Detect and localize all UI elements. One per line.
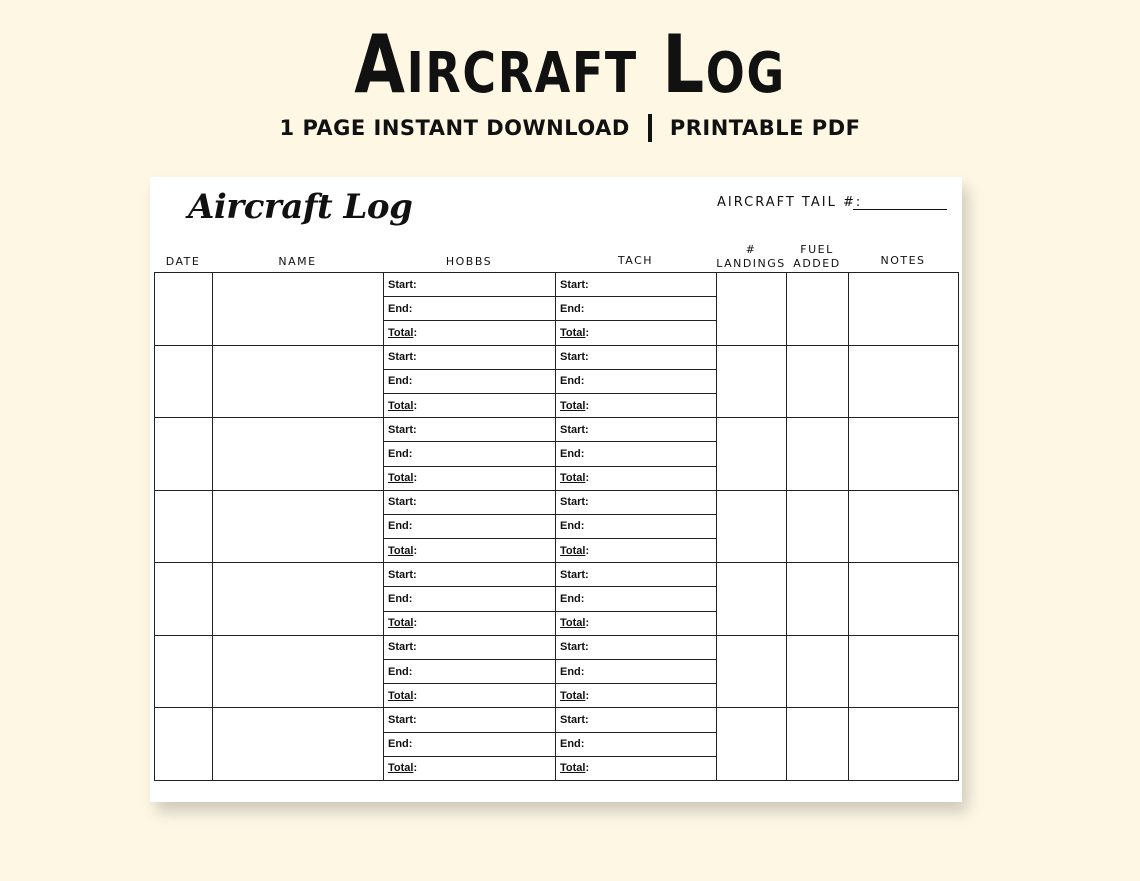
hobbs-start-cell[interactable]: [384, 490, 556, 514]
tach-end-cell[interactable]: [556, 297, 717, 321]
notes-cell[interactable]: [849, 345, 959, 418]
tach-total-colon: :: [585, 399, 590, 412]
hobbs-start-cell[interactable]: [384, 418, 556, 442]
notes-cell[interactable]: [849, 563, 959, 636]
tach-start-label: Start:: [560, 713, 589, 726]
log-entry-row: [155, 273, 959, 297]
tach-total-cell[interactable]: [556, 466, 717, 490]
log-entry-row: [155, 635, 959, 659]
hobbs-total-cell[interactable]: [384, 756, 556, 780]
name-cell[interactable]: [213, 273, 384, 346]
tach-end-cell[interactable]: [556, 587, 717, 611]
column-header-notes: NOTES: [880, 254, 926, 267]
hobbs-start-label: Start:: [388, 496, 417, 509]
name-cell[interactable]: [213, 418, 384, 491]
hobbs-total-cell[interactable]: [384, 466, 556, 490]
tach-total-label: Total: [560, 762, 586, 775]
notes-cell[interactable]: [849, 708, 959, 781]
banner-title: Aircraft Log: [354, 18, 786, 111]
hobbs-end-label: End:: [388, 520, 413, 533]
hobbs-end-cell[interactable]: [384, 587, 556, 611]
fuel-added-cell[interactable]: [787, 418, 849, 491]
tach-end-cell[interactable]: [556, 660, 717, 684]
tach-end-cell[interactable]: [556, 369, 717, 393]
date-cell[interactable]: [155, 490, 213, 563]
hobbs-start-cell[interactable]: [384, 708, 556, 732]
hobbs-total-label: Total: [388, 472, 414, 485]
tach-total-label: Total: [560, 689, 586, 702]
banner-subtitle: [0, 114, 1140, 142]
landings-cell[interactable]: [717, 708, 787, 781]
tach-total-label: Total: [560, 544, 586, 557]
log-entry-row: [155, 418, 959, 442]
fuel-added-cell[interactable]: [787, 708, 849, 781]
hobbs-total-cell[interactable]: [384, 393, 556, 417]
name-cell[interactable]: [213, 708, 384, 781]
tach-end-label: End:: [560, 738, 585, 751]
hobbs-total-colon: :: [413, 544, 418, 557]
hobbs-start-cell[interactable]: [384, 563, 556, 587]
column-header-hobbs: HOBBS: [445, 255, 493, 268]
fuel-top-label: FUEL: [800, 243, 834, 256]
log-entry-row: [155, 490, 959, 514]
fuel-added-cell[interactable]: [787, 563, 849, 636]
hobbs-start-label: Start:: [388, 423, 417, 436]
hobbs-start-cell[interactable]: [384, 273, 556, 297]
column-header-fuel: [786, 243, 848, 271]
tach-total-colon: :: [585, 689, 590, 702]
tach-start-cell[interactable]: [556, 708, 717, 732]
tach-total-label: Total: [560, 617, 586, 630]
hobbs-end-label: End:: [388, 593, 413, 606]
landings-cell[interactable]: [717, 345, 787, 418]
notes-cell[interactable]: [849, 418, 959, 491]
hobbs-end-label: End:: [388, 375, 413, 388]
sheet-title: Aircraft Log: [188, 187, 413, 227]
tach-total-colon: :: [585, 326, 590, 339]
fuel-added-cell[interactable]: [787, 490, 849, 563]
tach-start-cell[interactable]: [556, 635, 717, 659]
landings-cell[interactable]: [717, 490, 787, 563]
notes-cell[interactable]: [849, 273, 959, 346]
landings-top-label: #: [745, 243, 757, 256]
tach-end-label: End:: [560, 520, 585, 533]
tail-number-label: AIRCRAFT TAIL #:: [717, 195, 863, 210]
hobbs-start-label: Start:: [388, 278, 417, 291]
tach-end-label: End:: [560, 302, 585, 315]
tach-start-label: Start:: [560, 496, 589, 509]
name-cell[interactable]: [213, 490, 384, 563]
hobbs-start-cell[interactable]: [384, 345, 556, 369]
hobbs-end-cell[interactable]: [384, 732, 556, 756]
hobbs-total-label: Total: [388, 326, 414, 339]
tach-start-cell[interactable]: [556, 418, 717, 442]
date-cell[interactable]: [155, 708, 213, 781]
hobbs-start-label: Start:: [388, 713, 417, 726]
hobbs-total-colon: :: [413, 326, 418, 339]
tach-total-cell[interactable]: [556, 611, 717, 635]
name-cell[interactable]: [213, 635, 384, 708]
tach-total-label: Total: [560, 399, 586, 412]
tail-number-field[interactable]: [853, 209, 947, 210]
tach-end-cell[interactable]: [556, 514, 717, 538]
log-entry-row: [155, 563, 959, 587]
tach-total-label: Total: [560, 326, 586, 339]
tach-end-cell[interactable]: [556, 442, 717, 466]
hobbs-start-cell[interactable]: [384, 635, 556, 659]
hobbs-end-cell[interactable]: [384, 369, 556, 393]
landings-cell[interactable]: [717, 635, 787, 708]
fuel-added-cell[interactable]: [787, 635, 849, 708]
hobbs-start-label: Start:: [388, 641, 417, 654]
hobbs-end-label: End:: [388, 302, 413, 315]
hobbs-total-cell[interactable]: [384, 684, 556, 708]
hobbs-end-cell[interactable]: [384, 442, 556, 466]
subtitle-printable: PRINTABLE PDF: [669, 116, 861, 140]
date-cell[interactable]: [155, 273, 213, 346]
landings-bottom-label: LANDINGS: [716, 257, 786, 270]
tach-total-colon: :: [585, 762, 590, 775]
tach-start-label: Start:: [560, 641, 589, 654]
fuel-bottom-label: ADDED: [793, 257, 841, 270]
hobbs-total-colon: :: [413, 399, 418, 412]
date-cell[interactable]: [155, 345, 213, 418]
tach-total-colon: :: [585, 617, 590, 630]
hobbs-end-label: End:: [388, 738, 413, 751]
landings-cell[interactable]: [717, 563, 787, 636]
log-table: [154, 272, 959, 781]
name-cell[interactable]: [213, 345, 384, 418]
hobbs-total-label: Total: [388, 399, 414, 412]
hobbs-start-label: Start:: [388, 568, 417, 581]
log-entry-row: [155, 345, 959, 369]
tach-total-cell[interactable]: [556, 684, 717, 708]
column-header-tach: TACH: [617, 254, 654, 267]
tach-start-cell[interactable]: [556, 563, 717, 587]
hobbs-total-cell[interactable]: [384, 611, 556, 635]
tach-end-label: End:: [560, 665, 585, 678]
tach-end-cell[interactable]: [556, 732, 717, 756]
hobbs-total-label: Total: [388, 544, 414, 557]
subtitle-divider: [648, 114, 652, 142]
date-cell[interactable]: [155, 563, 213, 636]
hobbs-total-label: Total: [388, 689, 414, 702]
hobbs-end-cell[interactable]: [384, 660, 556, 684]
tach-start-cell[interactable]: [556, 273, 717, 297]
hobbs-total-colon: :: [413, 689, 418, 702]
tach-total-cell[interactable]: [556, 539, 717, 563]
hobbs-total-colon: :: [413, 762, 418, 775]
hobbs-end-cell[interactable]: [384, 514, 556, 538]
hobbs-total-colon: :: [413, 617, 418, 630]
hobbs-start-label: Start:: [388, 351, 417, 364]
tach-total-cell[interactable]: [556, 321, 717, 345]
column-header-name: NAME: [278, 255, 317, 268]
tach-total-colon: :: [585, 472, 590, 485]
date-cell[interactable]: [155, 635, 213, 708]
hobbs-total-label: Total: [388, 762, 414, 775]
tach-end-label: End:: [560, 375, 585, 388]
tach-start-label: Start:: [560, 568, 589, 581]
tach-total-cell[interactable]: [556, 393, 717, 417]
notes-cell[interactable]: [849, 490, 959, 563]
tach-total-colon: :: [585, 544, 590, 557]
name-cell[interactable]: [213, 563, 384, 636]
hobbs-total-colon: :: [413, 472, 418, 485]
tach-total-label: Total: [560, 472, 586, 485]
notes-cell[interactable]: [849, 635, 959, 708]
log-sheet: [150, 177, 962, 802]
tach-total-cell[interactable]: [556, 756, 717, 780]
date-cell[interactable]: [155, 418, 213, 491]
tach-end-label: End:: [560, 593, 585, 606]
hobbs-end-label: End:: [388, 447, 413, 460]
tach-start-label: Start:: [560, 278, 589, 291]
tach-start-label: Start:: [560, 423, 589, 436]
log-entry-row: [155, 708, 959, 732]
landings-cell[interactable]: [717, 273, 787, 346]
hobbs-total-cell[interactable]: [384, 321, 556, 345]
tach-start-cell[interactable]: [556, 345, 717, 369]
tach-start-label: Start:: [560, 351, 589, 364]
fuel-added-cell[interactable]: [787, 345, 849, 418]
fuel-added-cell[interactable]: [787, 273, 849, 346]
tach-end-label: End:: [560, 447, 585, 460]
column-header-date: DATE: [165, 255, 201, 268]
hobbs-total-cell[interactable]: [384, 539, 556, 563]
column-header-landings: [716, 243, 786, 271]
hobbs-end-label: End:: [388, 665, 413, 678]
subtitle-download: 1 PAGE INSTANT DOWNLOAD: [279, 116, 630, 140]
hobbs-total-label: Total: [388, 617, 414, 630]
tach-start-cell[interactable]: [556, 490, 717, 514]
landings-cell[interactable]: [717, 418, 787, 491]
hobbs-end-cell[interactable]: [384, 297, 556, 321]
